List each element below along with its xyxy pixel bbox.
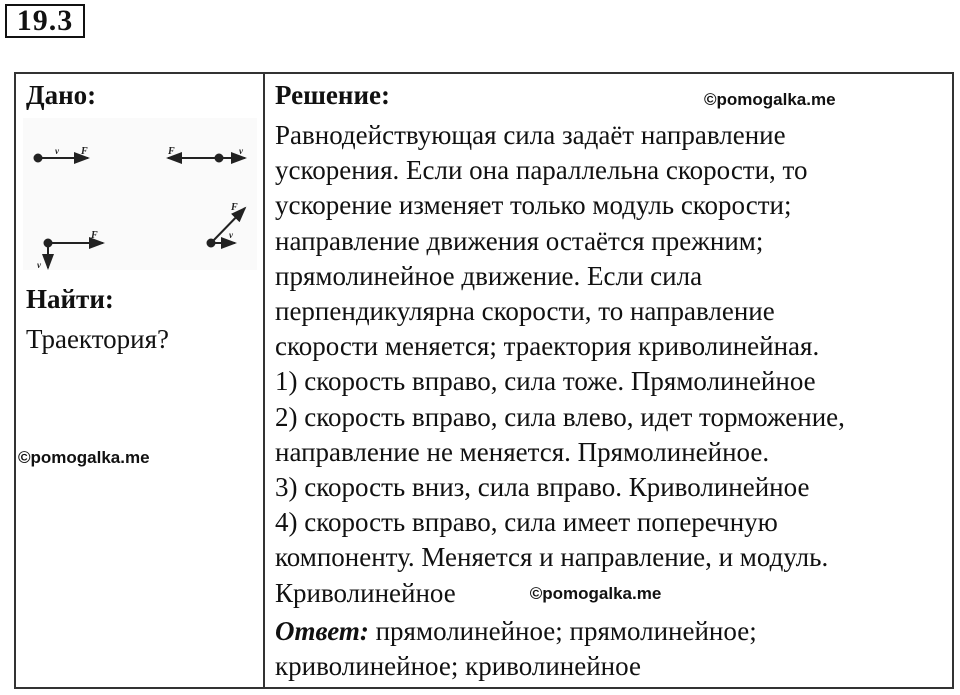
solution-line: 2) скорость вправо, сила влево, идет торможение, [275,401,845,432]
solution-column [265,74,952,687]
answer-text: прямолинейное; прямолинейное; [368,615,757,646]
svg-text:F⃗: F⃗ [231,202,246,213]
svg-text:F⃗: F⃗ [81,146,96,157]
given-column [16,74,263,687]
svg-text:F⃗: F⃗ [168,146,183,157]
watermark: ©pomogalka.me [704,90,836,109]
solution-line: Равнодействующая сила задаёт направление [275,120,786,150]
solution-line: 3) скорость вниз, сила вправо. Криволинейное [275,472,810,503]
solution-line: ускорения. Если она параллельна скорости, то [275,155,808,186]
given-heading: Дано: [26,80,97,110]
find-question: Траектория? [26,324,169,354]
solution-line: перпендикулярна скорости, то направление [275,296,775,327]
watermark: ©pomogalka.me [529,583,662,603]
solution-line-with-watermark [275,576,845,614]
solution-line: скорости меняется; траектория криволинейная. [275,331,820,362]
find-heading: Найти: [26,284,114,314]
svg-text:v⃗: v⃗ [229,230,240,240]
svg-text:F⃗: F⃗ [91,230,106,241]
diagram-4 [208,208,246,247]
svg-text:v⃗: v⃗ [55,146,66,156]
answer-line: криволинейное; криволинейное [275,651,641,682]
force-velocity-figure [23,118,257,270]
problem-number: 19.3 [5,4,85,38]
watermark: ©pomogalka.me [18,448,150,467]
solution-line: ускорение изменяет только модуль скорости; [275,190,792,221]
solution-line: 4) скорость вправо, сила имеет поперечную [275,507,778,538]
answer-label: Ответ: [275,615,369,646]
solution-line: 1) скорость вправо, сила тоже. Прямолинейное [275,366,816,397]
solution-line: направление движения остаётся прежним; [275,225,764,256]
solution-line: направление не меняется. Прямолинейное. [275,436,770,467]
solution-line: Криволинейное [275,577,456,608]
answer-line [275,614,845,649]
solution-line: прямолинейное движение. Если сила [275,260,703,291]
diagram-3 [45,240,104,269]
solution-line: компоненту. Меняется и направление, и модуль. [275,542,829,573]
svg-text:v⃗: v⃗ [239,146,250,156]
solution-table [14,72,954,689]
solution-text [275,118,845,684]
svg-text:v⃗: v⃗ [37,260,48,270]
solution-heading: Решение: [275,80,390,110]
